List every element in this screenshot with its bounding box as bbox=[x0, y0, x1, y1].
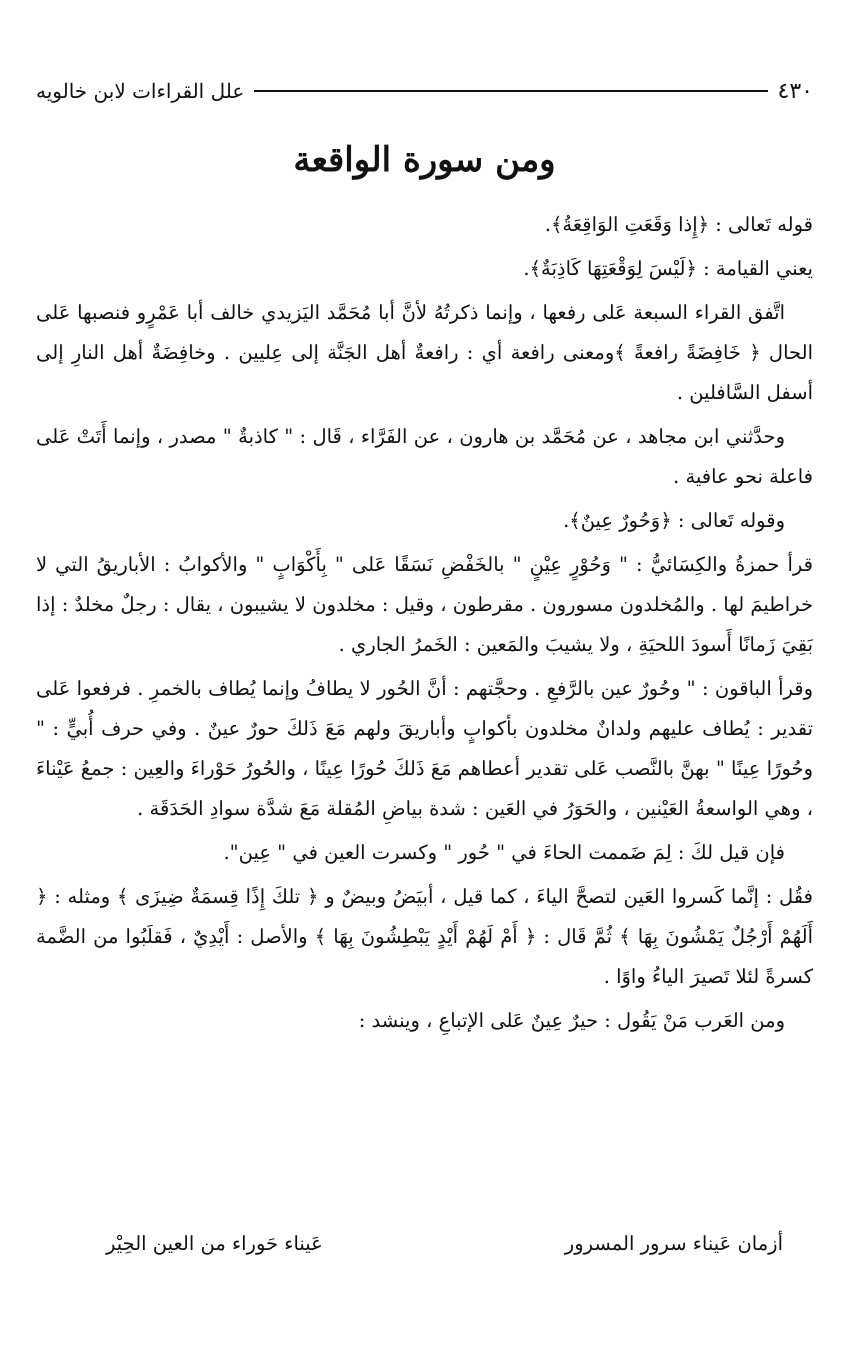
paragraph-verse-2: يعني القيامة : ﴿لَيْسَ لِوَقْعَتِهَا كَاذِبَةٌ﴾. bbox=[523, 257, 813, 280]
poetry-verse bbox=[36, 1232, 813, 1255]
body-text bbox=[36, 205, 813, 1045]
paragraph-commentary-4: وقرأ الباقون : " وحُورٌ عين بالرَّفعِ . وحجَّتهم : أنَّ الحُور لا يطافُ وإنما يُطاف بالخمرِ . فرفعوا عَلى تقدير : يُطاف عليهم ولدانٌ مخلدون بأكوابٍ وأباريقَ ولهم مَعَ ذَلكَ حورٌ عينٌ . وفي حرف أُبيٍّ : " وحُورًا عِينًا " بهنَّ بالنَّصب عَلى تقدير أعطاهم مَعَ ذَلكَ حُورًا عِينًا ، والحُورُ حَوْراءَ والعِين : جمعُ عَيْناءَ ، وهي الواسعةُ العَيْنين ، والحَوَرُ في العَين : شدة بياضِ المُقلة مَعَ شدَّة سوادِ الحَدَقَة . bbox=[36, 677, 813, 820]
surah-heading: ومن سورة الواقعة bbox=[293, 140, 556, 180]
book-title: علل القراءات لابن خالويه bbox=[36, 79, 245, 103]
header-rule bbox=[254, 90, 767, 92]
paragraph-verse-3: وقوله تَعالى : ﴿وَحُورٌ عِينٌ﴾. bbox=[563, 509, 785, 532]
paragraph-commentary-2: وحدَّثني ابن مجاهد ، عن مُحَمَّد بن هارون ، عن الفَرَّاء ، قَال : " كاذبةٌ " مصدر ، وإنما أَتَتْ عَلى فاعلة نحو عافية . bbox=[36, 425, 813, 488]
second-hemistich: عَيناء حَوراء من العين الحِيْر bbox=[106, 1232, 323, 1255]
paragraph-question: فإن قيل لكَ : لِمَ ضَممت الحاءَ في " حُور " وكسرت العين في " عِين". bbox=[223, 841, 785, 864]
first-hemistich: أزمان عَيناء سرور المسرور bbox=[564, 1232, 783, 1255]
running-header bbox=[36, 74, 813, 108]
paragraph-answer: فقُل : إنَّما كَسروا العَين لتصحَّ الياءَ ، كما قيل ، أبيَضُ وبيضٌ و ﴿ تلكَ إِذًا قِسمَةٌ ضِيزَى ﴾ ومثله : ﴿ أَلَهُمْ أَرْجُلٌ يَمْشُونَ بِهَا ﴾ ثُمَّ قَال : ﴿ أَمْ لَهُمْ أَيْدٍ يَبْطِشُونَ بِهَا ﴾ والأصل : أَيْدِيٌ ، فَقلَبُوا من الضَّمة كسرةً لئلا تَصيرَ الياءُ واوًا . bbox=[36, 885, 813, 988]
paragraph-commentary-3: قرأ حمزةُ والكِسَائيُّ : " وَحُوْرٍ عِيْنٍ " بالخَفْضِ نَسَقًا عَلى " بِأَكْوَابٍ " والأكوابُ : الأباريقُ التي لا خراطيمَ لها . والمُخلدون مسورون . مقرطون ، وقيل : مخلدون لا يشيبون ، يقال : رجلٌ مخلدٌ : إذا بَقِيَ زَمانًا أَسودَ اللحيَةِ ، ولا يشيبَ والمَعين : الخَمرُ الجاري . bbox=[36, 553, 813, 656]
paragraph-commentary-1: اتَّفق القراء السبعة عَلى رفعها ، وإنما ذكرتُهُ لأنَّ أبا مُحَمَّد اليَزيدي خالف أبا عَمْرٍو فنصبها عَلى الحال ﴿ خَافِضَةً رافعةً ﴾ومعنى رافعة أي : رافعةٌ أهل الجَنَّة إلى عِليين . وخافِضَةٌ أهل النارِ إلى أسفل السَّافلين . bbox=[36, 301, 813, 404]
page-number: ٤٣٠ bbox=[777, 78, 813, 104]
paragraph-verse-1: قوله تَعالى : ﴿إِذا وَقَعَتِ الوَاقِعَةُ﴾. bbox=[544, 213, 813, 236]
paragraph-poetry-intro: ومن العَرب مَنْ يَقُول : حيرٌ عِينٌ عَلى الإتباعِ ، وينشد : bbox=[358, 1009, 785, 1032]
